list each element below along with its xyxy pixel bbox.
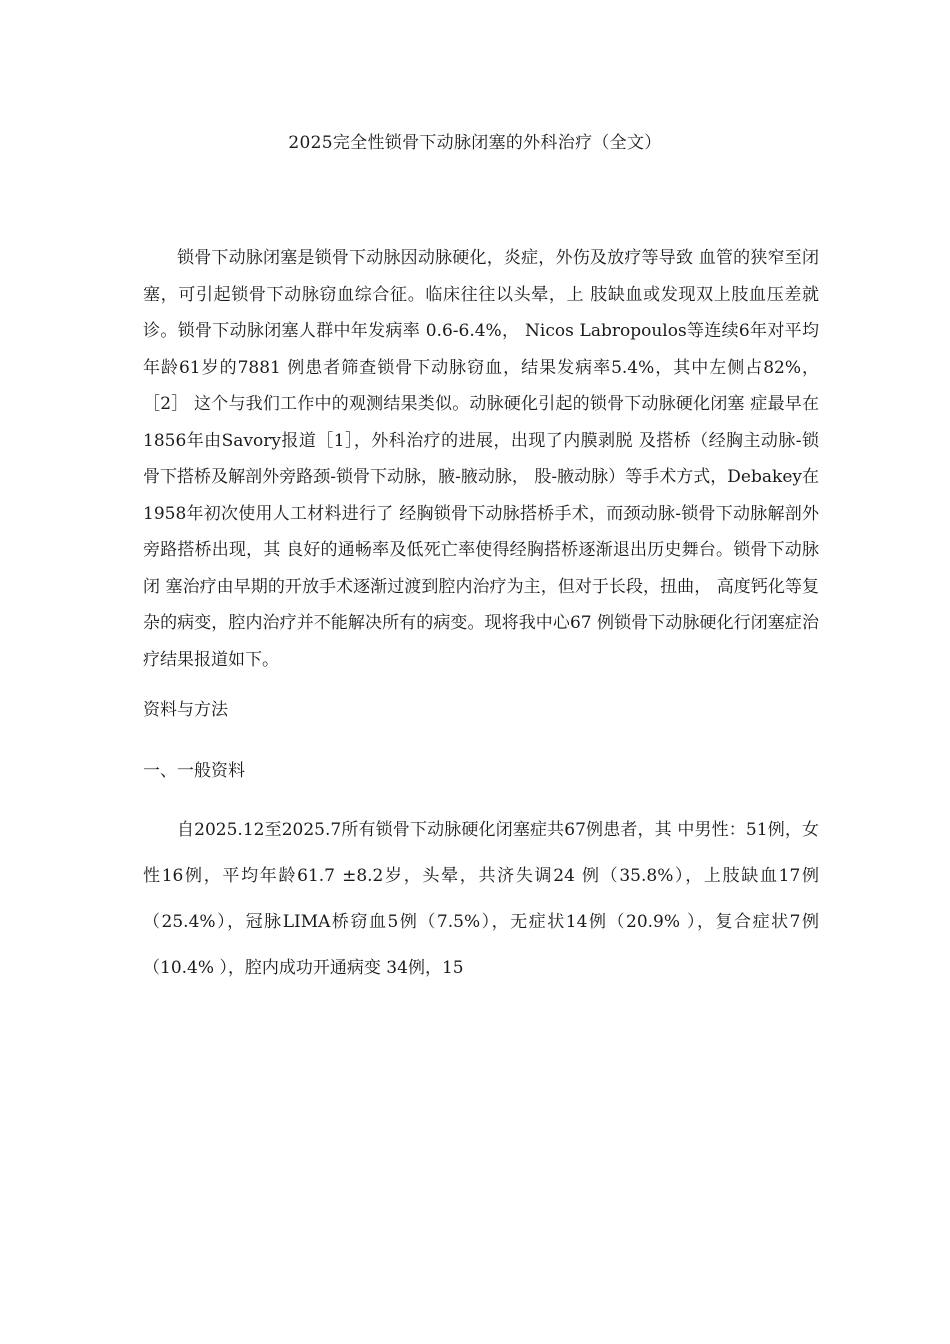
section-heading-methods: 资料与方法 bbox=[143, 700, 228, 720]
subsection-heading-general: 一、一般资料 bbox=[143, 760, 245, 781]
document-title: 2025完全性锁骨下动脉闭塞的外科治疗（全文） bbox=[288, 133, 662, 153]
general-data-paragraph: 自2025.12至2025.7所有锁骨下动脉硬化闭塞症共67例患者，其 中男性：51例，女性16例，平均年龄61.7 ±8.2岁，头晕，共济失调24 例（35.8%），上肢缺血17例（25.4%），冠脉LIMA桥窃血5例（7.5%），无症状14例（20.9% ），复合症状7例（10.4% ），腔内成功开通病变 34例，15 bbox=[143, 820, 819, 978]
intro-paragraph: 锁骨下动脉闭塞是锁骨下动脉因动脉硬化，炎症，外伤及放疗等导致 血管的狭窄至闭塞，可引起锁骨下动脉窃血综合征。临床往往以头晕，上 肢缺血或发现双上肢血压差就诊。锁骨下动脉闭塞人群中年发病率 0.6-6.4%， Nicos Labropoulos等连续6年对平均年龄61岁的7881 例患者筛查锁骨下动脉窃血，结果发病率5.4%，其中左侧占82%， ［2］ 这个与我们工作中的观测结果类似。动脉硬化引起的锁骨下动脉硬化闭塞 症最早在1856年由Savory报道［1］，外科治疗的进展，出现了内膜剥脱 及搭桥（经胸主动脉-锁骨下搭桥及解剖外旁路颈-锁骨下动脉，腋-腋动脉， 股-腋动脉）等手术方式，Debakey在1958年初次使用人工材料进行了 经胸锁骨下动脉搭桥手术，而颈动脉-锁骨下动脉解剖外旁路搭桥出现，其 良好的通畅率及低死亡率使得经胸搭桥逐渐退出历史舞台。锁骨下动脉闭 塞治疗由早期的开放手术逐渐过渡到腔内治疗为主，但对于长段，扭曲， 高度钙化等复杂的病变，腔内治疗并不能解决所有的病变。现将我中心67 例锁骨下动脉硬化行闭塞症治疗结果报道如下。 bbox=[143, 248, 819, 670]
document-body bbox=[143, 240, 819, 991]
